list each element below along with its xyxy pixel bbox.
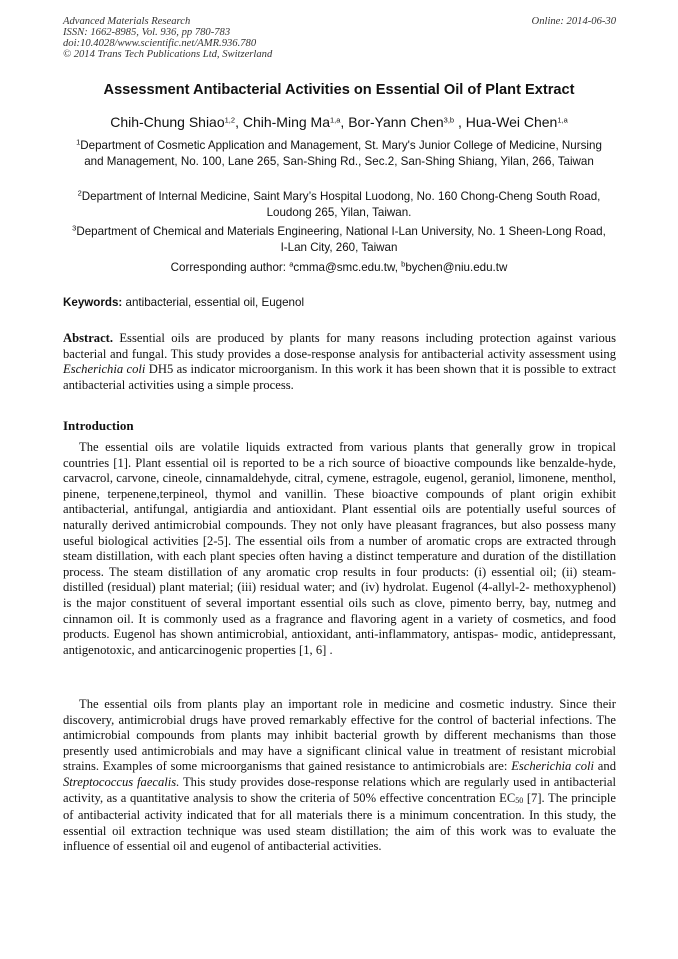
keywords [63,296,616,309]
author-separator: , [454,114,466,130]
email-sup-a: a [289,259,294,269]
para2-text-b: This study provides dose-response relations which are regularly used in antibacterial activity, as a quantitative analysis to show the criteria of 50% effective concentration EC [63,774,616,805]
abstract [63,331,616,393]
affiliation-text: Department of Internal Medicine, Saint Mary’s Hospital Luodong, No. 160 Chong-Cheng South Road, Loudong 265, Yilan, Taiwan. [81,190,601,219]
journal-doi: doi:10.4028/www.scientific.net/AMR.936.780 [63,38,257,49]
para2-organism-1: Escherichia coli [511,759,595,774]
keywords-text: antibacterial, essential oil, Eugenol [122,296,305,309]
journal-issn: ISSN: 1662-8985, Vol. 936, pp 780-783 [63,27,231,38]
introduction-heading: Introduction [63,418,134,433]
journal-copyright: © 2014 Trans Tech Publications Ltd, Switzerland [63,49,273,60]
journal-name: Advanced Materials Research [63,16,191,27]
author-affil-sup: 1,a [329,115,341,125]
author-affil-sup: 1,a [557,115,568,125]
keywords-label: Keywords: [63,296,123,309]
paper-title: Assessment Antibacterial Activities on Essential Oil of Plant Extract [103,82,575,98]
intro-paragraph-1: The essential oils are volatile liquids extracted from various plants that generally grow in tropical countries [1]. Plant essential oil is reported to be a rich source of bioactive compounds like benzalde-hyde, carvacrol, carvone, cineole, cinnamaldehyde, citral, cymene, estragole, eugenol, geraniol, limonene, menthol, pinene, terpenene,terpineol, thymol and vanillin. These bioactive compounds of plant origin exhibit antibacterial, antifungal, antigiardia and antioxidant. Plant essential oils are potentially useful sources of naturally derived antimicrobial compounds. They not only have pleasant fragrances, but also possess many useful biological activities [2-5]. The essential oils from a number of aromatic crops are extracted through steam distillation, with each plant species often having a distinct temperature and duration of the distillation process. The steam distillation of any aromatic crop results in four products: (i) essential oil; (ii) steam-distilled (residual) plant material; (iii) residual water; and (iv) hydrolat. Eugenol (4-allyl-2- methoxyphenol) is the major constituent of several important essential oils such as clove, pimento berry, bay, nutmeg and cinnamon oil. It is commonly used as a fragrance and flavoring agent in a variety of cosmetics, and food products. Eugenol has shown antimicrobial, antioxidant, anti-inflammatory, antispas- modic, antidepressant, antigenotoxic, and anticarcinogenic properties [1, 6] . [63,440,616,657]
intro-paragraph-2 [63,697,616,855]
author-name: Hua-Wei Chen [465,114,558,130]
abstract-label: Abstract. [63,331,114,345]
affiliation-text: Department of Chemical and Materials Engineering, National I-Lan University, No. 1 Sheen-Long Road, I-Lan City, 260, Taiwan [76,225,606,254]
email-sup-b: b [401,259,406,269]
abstract-text-2: DH5 as indicator microorganism. In this work it has been shown that it is possible to extract antibacterial activities using a simple process. [63,362,617,392]
affiliation-number: 3 [72,223,77,233]
affiliation-text: Department of Cosmetic Application and Management, St. Mary's Junior College of Medicine, Nursing and Management, No. 100, Lane 265, San-Shing Rd., Sec.2, San-Shing Shiang, Yilan, 266, Taiwan [80,139,602,168]
para2-text-a: The essential oils from plants play an important role in medicine and cosmetic industry. Since their discovery, antimicrobial drugs have proved remarkably effective for the control of bacterial infections. The antimicrobial compounds from plants may inhibit bacterial growth by different mechanisms than those presently used antimicrobials and may have a significant clinical value in treatment of resistant microbial strains. Examples of some microorganisms that gained resistance to antimicrobials are: [63,697,616,774]
author-name: Bor-Yann Chen [348,114,444,130]
online-date: Online: 2014-06-30 [531,16,616,27]
para2-organism-2: Streptococcus faecalis. [63,774,180,789]
corresponding-label: Corresponding author: [170,261,290,274]
author-affil-sup: 1,2 [224,115,236,125]
email-a: cmma@smc.edu.tw, [293,261,402,274]
author-separator: , [340,114,349,130]
author-name: Chih-Chung Shiao [110,114,225,130]
affiliation-3 [68,224,610,255]
affiliation-number: 1 [76,137,81,147]
author-separator: , [235,114,243,130]
author-name: Chih-Ming Ma [242,114,330,130]
abstract-text-1: Essential oils are produced by plants for many reasons including protection against various bacterial and fungal. This study provides a dose-response analysis for antibacterial activity assessment using [63,331,616,361]
author-list [0,114,678,130]
email-b: bychen@niu.edu.tw [405,261,508,274]
abstract-organism: Escherichia coli [63,362,146,377]
affiliation-2 [68,189,610,220]
journal-header [63,16,616,60]
corresponding-author [0,261,678,274]
affiliation-1 [68,138,610,169]
affiliation-number: 2 [77,188,82,198]
para2-text-c: [7]. The principle of antibacterial activity indicated that for all materials there is a minimum concentration. In this study, the essential oil extraction technique was used steam distillation; the aim of this work was to evaluate the influence of essential oil and eugenol of antibacterial activities. [63,790,616,854]
author-affil-sup: 3,b [443,115,455,125]
ec50-subscript: 50 [515,795,524,805]
para2-and: and [594,759,616,774]
